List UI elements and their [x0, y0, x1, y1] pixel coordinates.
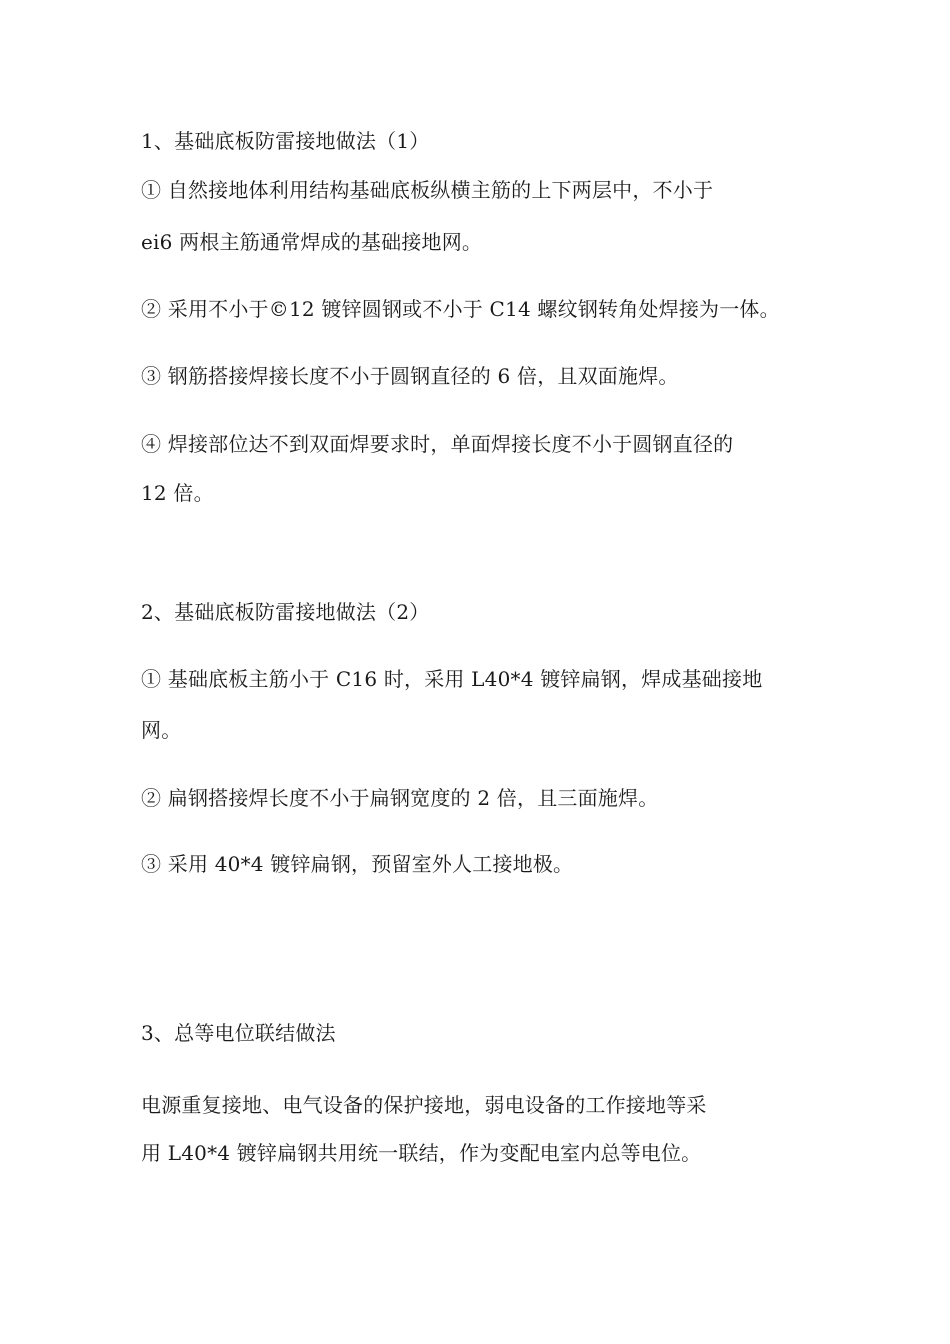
section-3-paragraph-line-1: 电源重复接地、电气设备的保护接地，弱电设备的工作接地等采	[141, 1093, 707, 1117]
section-1-item-1-line-2: ei6 两根主筋通常焊成的基础接地网。	[141, 230, 483, 254]
section-2-item-2: ② 扁钢搭接焊长度不小于扁钢宽度的 2 倍，且三面施焊。	[141, 786, 659, 810]
section-1-item-4-line-1: ④ 焊接部位达不到双面焊要求时，单面焊接长度不小于圆钢直径的	[141, 432, 734, 456]
section-1-item-2: ② 采用不小于©12 镀锌圆钢或不小于 C14 螺纹钢转角处焊接为一体。	[141, 297, 780, 321]
section-2-item-3: ③ 采用 40*4 镀锌扁钢，预留室外人工接地极。	[141, 852, 574, 876]
section-1-item-1-line-1: ① 自然接地体利用结构基础底板纵横主筋的上下两层中，不小于	[141, 178, 714, 202]
section-3-heading: 3、总等电位联结做法	[141, 1021, 336, 1045]
section-2-heading: 2、基础底板防雷接地做法（2）	[141, 600, 430, 624]
section-1-heading: 1、基础底板防雷接地做法（1）	[141, 129, 430, 153]
section-3-paragraph-line-2: 用 L40*4 镀锌扁钢共用统一联结，作为变配电室内总等电位。	[141, 1141, 702, 1165]
section-1-item-4-line-2: 12 倍。	[141, 481, 214, 505]
section-2-item-1-line-1: ① 基础底板主筋小于 C16 时，采用 L40*4 镀锌扁钢，焊成基础接地	[141, 667, 763, 691]
section-1-item-3: ③ 钢筋搭接焊接长度不小于圆钢直径的 6 倍，且双面施焊。	[141, 364, 679, 388]
section-2-item-1-line-2: 网。	[141, 718, 182, 742]
